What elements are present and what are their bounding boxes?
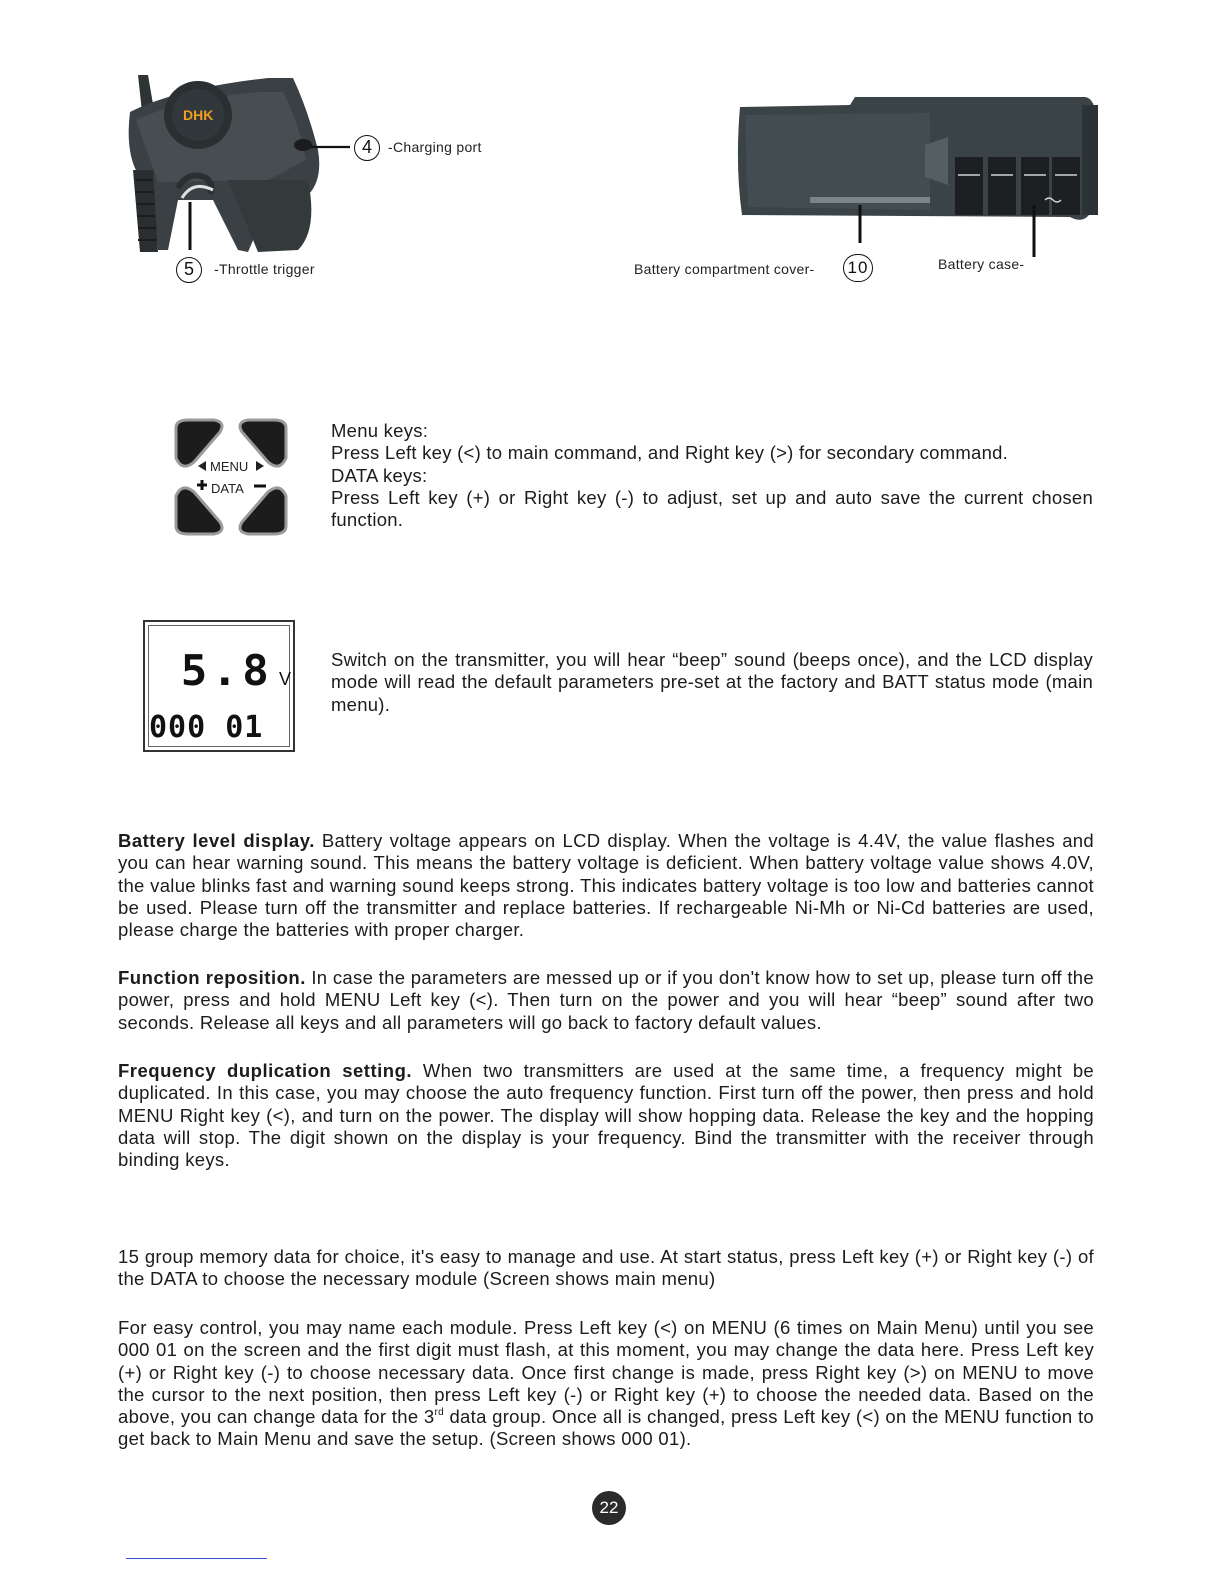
menu-keys-heading: Menu keys: (331, 420, 429, 441)
lcd-description: Switch on the transmitter, you will hear “beep” sound (beeps once), and the LCD display mode will read the default parameters pre-set at the factory and BATT status mode (main menu). (331, 649, 1093, 715)
lcd-module-code: 000 01 (149, 710, 264, 745)
battery-level-section (118, 830, 1094, 941)
footer-rule (126, 1558, 267, 1559)
throttle-trigger-label: -Throttle trigger (214, 261, 315, 277)
lcd-display (143, 620, 295, 752)
data-keys-text: Press Left key (+) or Right key (-) to adjust, set up and auto save the current chosen function. (331, 486, 1093, 531)
battery-figure (630, 85, 1110, 290)
right-arrow-icon (256, 461, 264, 471)
function-reposition-text: In case the parameters are messed up or if you don't know how to set up, please turn off the power, press and hold MENU Left key (<). Then turn on the power and you will hear “beep” sound after two seconds. Release all keys and all parameters will go back to factory default values. (118, 967, 1094, 1033)
function-reposition-section (118, 967, 1094, 1034)
memory-intro: 15 group memory data for choice, it's easy to manage and use. At start status, press Left key (+) or Right key (-) of the DATA to choose the necessary module (Screen shows main menu) (118, 1246, 1094, 1290)
frequency-duplication-text: When two transmitters are used at the same time, a frequency might be duplicated. In this case, you may choose the auto frequency function. First turn off the power, then press and hold MENU Right key (<), and turn on the power. The display will show hopping data. Release the key and the hopping data will stop. The digit shown on the display is your frequency. Bind the transmitter with the receiver through binding keys. (118, 1060, 1094, 1171)
module-naming-text-2: data group. Once all is changed, press Left key (<) on the MENU function to get back to Main Menu and save the setup. (Screen shows 000 01). (118, 1406, 1094, 1450)
function-reposition-title: Function reposition. (118, 967, 306, 988)
keypad-illustration (168, 418, 294, 536)
plus-icon (197, 480, 207, 490)
module-naming-text-1: For easy control, you may name each module. Press Left key (<) on MENU (6 times on Main Menu) until you see 000 01 on the screen and the first digit must flash, at this moment, you may change the data here. Press Left key (+) or Right key (-) to choose necessary data. Once first change is made, press Right key (>) on MENU to move the cursor to the next position, then press Left key (-) or Right key (+) to choose the needed data. Based on the above, you can change data for the 3 (118, 1317, 1094, 1428)
lcd-voltage-unit: V (278, 669, 291, 689)
battery-cover-label: Battery compartment cover- (634, 261, 815, 277)
page-number-badge: 22 (592, 1491, 626, 1525)
callout-number-10: 10 (843, 254, 873, 282)
frequency-duplication-title: Frequency duplication setting. (118, 1060, 413, 1081)
callout-number-4: 4 (354, 135, 380, 161)
ordinal-suffix: rd (434, 1407, 444, 1419)
dhk-logo: DHK (183, 107, 214, 123)
lcd-voltage: 5.8 (180, 646, 274, 695)
keys-description (331, 420, 1093, 531)
menu-keys-text: Press Left key (<) to main command, and Right key (>) for secondary command. (331, 442, 1009, 464)
data-minus-key[interactable] (240, 488, 286, 534)
left-arrow-icon (198, 461, 206, 471)
data-key-label: DATA (211, 481, 244, 496)
menu-data-keypad (168, 418, 294, 536)
battery-case-label: Battery case- (938, 256, 1025, 272)
battery-level-text: Battery voltage appears on LCD display. When the voltage is 4.4V, the value flashes and you can hear warning sound. This means the battery voltage is deficient. When battery voltage value shows 4.0V, the value blinks fast and warning sound keeps strong. This indicates battery voltage is too low and batteries cannot be used. Please turn off the transmitter and replace batteries. If rechargeable Ni-Mh or Ni-Cd batteries are used, please charge the batteries with proper charger. (118, 830, 1094, 941)
transmitter-figure (118, 70, 538, 290)
transmitter-handle-illustration (118, 70, 538, 290)
module-naming-paragraph (118, 1317, 1094, 1451)
menu-key-label: MENU (210, 459, 249, 474)
frequency-duplication-section (118, 1060, 1094, 1171)
charging-port-label: -Charging port (388, 139, 482, 155)
callout-number-5: 5 (176, 257, 202, 283)
data-keys-heading: DATA keys: (331, 464, 428, 486)
battery-level-title: Battery level display. (118, 830, 315, 851)
